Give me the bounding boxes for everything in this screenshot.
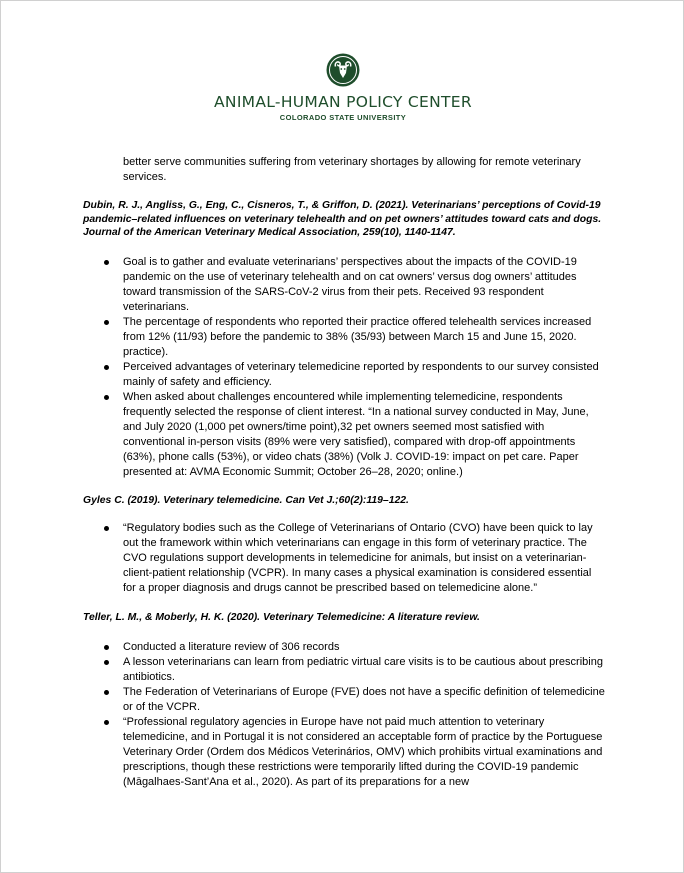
list-item: When asked about challenges encountered while implementing telemedicine, respondents frequently selected the response of client interest. “In a national survey conducted in May, June, and July 2020 (1,000 pet owners/time point),32 pet owners seemed most satisfied with conventional in-person visits (89% were very satisfied), compared with drop-off appointments (63%), phone calls (53%), or video chats (38%) (Volk J. COVID-19: impact on pet care. Paper presented at: AVMA Economic Summit; October 26–28, 2020; online.) bbox=[123, 390, 605, 480]
reference-citation: Teller, L. M., & Moberly, H. K. (2020). Veterinary Telemedicine: A literature review. bbox=[83, 612, 480, 623]
reference-bullet-list bbox=[1, 521, 684, 596]
reference-citation: Gyles C. (2019). Veterinary telemedicine. Can Vet J.;60(2):119–122. bbox=[83, 494, 409, 506]
csu-ram-seal-icon bbox=[326, 53, 360, 87]
list-item: The Federation of Veterinarians of Europe (FVE) does not have a specific definition of telemedicine or of the VCPR. bbox=[123, 685, 605, 713]
list-item: “Regulatory bodies such as the College of Veterinarians of Ontario (CVO) have been quick to lay out the framework within which veterinarians can engage in this form of veterinary practice. The CVO regulations support developments in telemedicine for animals, but insist on a veterinarian-client-patient relationship (VCPR). In many cases a physical examination is considered essential for a proper diagnosis and drugs cannot be prescribed based on telemedicine alone.” bbox=[123, 521, 605, 596]
list-item: Conducted a literature review of 306 records bbox=[123, 640, 605, 655]
list-item: A lesson veterinarians can learn from pediatric virtual care visits is to be cautious about prescribing antibiotics. bbox=[123, 655, 605, 685]
university-name: COLORADO STATE UNIVERSITY bbox=[279, 113, 407, 122]
reference-bullet-list bbox=[1, 255, 684, 480]
continuation-paragraph: better serve communities suffering from veterinary shortages by allowing for remote veterinary services. bbox=[123, 156, 581, 183]
reference-citation: Dubin, R. J., Angliss, G., Eng, C., Cisneros, T., & Griffon, D. (2021). Veterinarians’ perceptions of Covid-19 pandemic–related influences on veterinary telehealth and on pet owners’ attitudes toward cats and dogs. Journal of the American Veterinary Medical Association, 259(10), 1140-1147. bbox=[83, 200, 602, 238]
list-item: Goal is to gather and evaluate veterinarians’ perspectives about the impacts of the COVID-19 pandemic on the use of veterinary telehealth and on cat owners’ versus dog owners’ attitudes toward transmission of the SARS-CoV-2 virus from their pets. Received 93 respondent veterinarians. bbox=[123, 255, 605, 315]
list-item: “Professional regulatory agencies in Europe have not paid much attention to veterinary telemedicine, and in Portugal it is not considered an acceptable form of practice by the Portuguese Veterinary Order (Ordem dos Médicos Veterinários, OMV) which prohibits virtual examinations and prescriptions, though these restrictions were temporarily lifted during the COVID-19 pandemic (Māgalhaes-Sant’Ana et al., 2020). As part of its preparations for a new bbox=[123, 715, 605, 790]
organization-name: ANIMAL-HUMAN POLICY CENTER bbox=[214, 93, 472, 111]
letterhead bbox=[1, 53, 684, 122]
reference-bullet-list bbox=[1, 640, 684, 790]
list-item: Perceived advantages of veterinary telemedicine reported by respondents to our survey consisted mainly of safety and efficiency. bbox=[123, 360, 605, 390]
list-item: The percentage of respondents who reported their practice offered telehealth services increased from 12% (11/93) before the pandemic to 38% (35/93) between March 15 and June 15, 2020. practice). bbox=[123, 315, 605, 360]
document-body bbox=[1, 155, 684, 790]
